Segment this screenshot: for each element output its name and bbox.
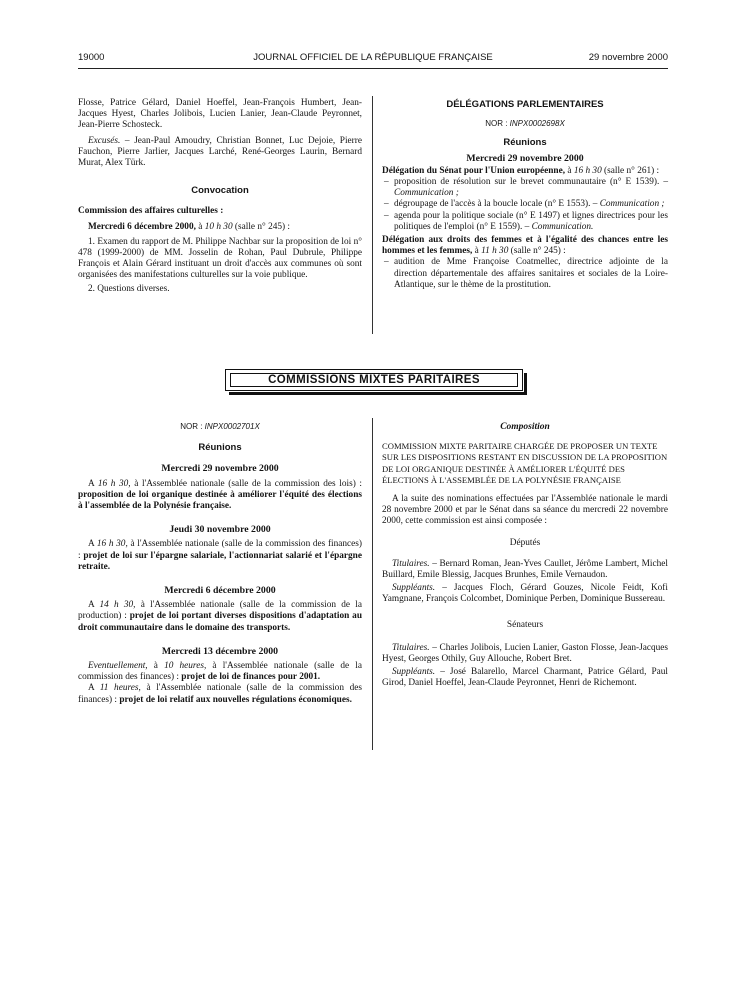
top-column-divider: [372, 96, 373, 334]
convocation-title: Convocation: [191, 185, 249, 197]
meeting-paragraph: A 14 h 30, à l'Assemblée nationale (salle de la commission de la production) : projet de loi portant diverses dispositions d'adaptation au droit communautaire dans le domaine des transports.: [78, 600, 362, 633]
nor-reference: NOR : INPX0002698X: [485, 119, 565, 129]
present-continuation: Flosse, Patrice Gélard, Daniel Hoeffel, Jean-François Humbert, Jean-Jacques Hyest, Charles Jolibois, Lucien Lanier, Jean-Claude Peyronnet, Jean-Pierre Schosteck.: [78, 98, 362, 131]
delegation-1: Délégation du Sénat pour l'Union européenne, à 16 h 30 (salle n° 261) :: [382, 165, 660, 176]
delegation-2-time: 11 h 30: [481, 246, 509, 257]
date-heading: Mercredi 29 novembre 2000: [466, 152, 584, 164]
meeting-date-heading: Mercredi 29 novembre 2000: [161, 463, 279, 475]
excuses-label: Excusés.: [88, 135, 121, 146]
top-right-column: [382, 99, 668, 291]
delegation-1-name: Délégation du Sénat pour l'Union européenne,: [382, 165, 566, 176]
excuses-text: – Jean-Paul Amoudry, Christian Bonnet, Luc Dejoie, Pierre Fauchon, Pierre Jarlier, Jacques Larché, René-Georges Laurin, Bernard Murat, Alex Türk.: [78, 135, 362, 169]
nor-reference: NOR : INPX0002701X: [180, 422, 260, 431]
senateurs-suppleants: Suppléants. – José Balarello, Marcel Charmant, Patrice Gélard, Paul Girod, Daniel Hoeffel, Jean-Claude Peyronnet, Henri de Richemont.: [382, 667, 668, 689]
excuses-paragraph: [78, 136, 362, 170]
section-banner: [225, 369, 523, 391]
delegation-1-items: [382, 177, 668, 233]
meeting-date: Mercredi 6 décembre 2000,: [88, 221, 196, 232]
list-item: – agenda pour la politique sociale (n° E 1497) et lignes directrices pour les politiques de l'emploi (n° E 1559). – Communication.: [382, 211, 668, 233]
journal-title: JOURNAL OFFICIEL DE LA RÉPUBLIQUE FRANÇAISE: [253, 52, 493, 63]
meeting-line: Mercredi 6 décembre 2000, à 10 h 30 (salle n° 245) :: [88, 221, 291, 232]
meeting-paragraph: Eventuellement, à 10 heures, à l'Assemblée nationale (salle de la commission des finances) : projet de loi de finances pour 2001.: [78, 661, 363, 683]
bottom-column-divider: [372, 418, 373, 750]
senateurs-title: Sénateurs: [506, 619, 544, 630]
delegation-2-name: Délégation aux droits des femmes et à l'égalité des chances entre les hommes et les femmes,: [382, 235, 668, 257]
list-item: – proposition de résolution sur le brevet communautaire (n° E 1539). – Communication ;: [382, 177, 668, 199]
delegations-title: DÉLÉGATIONS PARLEMENTAIRES: [446, 99, 604, 110]
deputes-suppleants: Suppléants. – Jacques Floch, Gérard Gouzes, Nicole Feidt, Kofi Yamgnane, François Colcombet, Dominique Perben, Dominique Bussereau.: [382, 583, 668, 605]
bottom-left-column: [78, 421, 362, 706]
meeting-paragraph: A 16 h 30, à l'Assemblée nationale (salle de la commission des finances) : projet de loi sur l'épargne salariale, l'actionnariat salarié et l'épargne retraite.: [78, 539, 363, 572]
meeting-date-heading: Mercredi 13 décembre 2000: [161, 645, 279, 657]
senateurs-titulaires: Titulaires. – Charles Jolibois, Lucien Lanier, Gaston Flosse, Jean-Jacques Hyest, Georges Othily, Guy Allouche, Robert Bret.: [382, 642, 668, 665]
publication-date: 29 novembre 2000: [588, 52, 668, 63]
deputes-title: Députés: [509, 537, 541, 548]
delegation-1-time: 16 h 30: [573, 165, 602, 176]
meeting-date-heading: Jeudi 30 novembre 2000: [169, 524, 271, 536]
agenda-item-2: 2. Questions diverses.: [88, 283, 170, 294]
top-left-column: [78, 98, 362, 295]
nor-code: INPX0002698X: [509, 119, 565, 129]
list-item: – audition de Mme Françoise Coatmellec, directrice adjointe de la direction départementale des affaires sanitaires et sociales de la Loire-Atlantique, sur le thème de la prostitution.: [382, 257, 668, 291]
meeting-time: 10 h 30: [204, 221, 233, 232]
reunions-title: Réunions: [503, 137, 547, 149]
delegation-2-items: [382, 257, 668, 291]
banner-title: COMMISSIONS MIXTES PARITAIRES: [230, 373, 518, 387]
reunions-title: Réunions: [198, 442, 242, 454]
page-header: [78, 52, 668, 66]
delegation-2: Délégation aux droits des femmes et à l'égalité des chances entre les hommes et les femmes, à 11 h 30 (salle n° 245) :: [382, 235, 668, 257]
cmp-intro: A la suite des nominations effectuées par l'Assemblée nationale le mardi 28 novembre 2000 et par le Sénat dans sa séance du mercredi 22 novembre 2000, cette commission est ainsi composée :: [382, 494, 668, 527]
bottom-right-column: [382, 422, 668, 690]
header-rule: [78, 68, 668, 69]
list-item: – dégroupage de l'accès à la boucle locale (n° E 1553). – Communication ;: [382, 199, 668, 210]
page-number: 19000: [78, 52, 105, 63]
cmp-heading: COMMISSION MIXTE PARITAIRE CHARGÉE DE PROPOSER UN TEXTE SUR LES DISPOSITIONS RESTANT EN DISCUSSION DE LA PROPOSITION DE LOI ORGANIQUE DESTINÉE À AMÉLIORER L'ÉQUITÉ DES ÉLECTIONS À L'ASSEMBLÉE DE LA POLYNÉSIE FRANÇAISE: [382, 441, 668, 485]
nor-code: INPX0002701X: [204, 422, 260, 431]
composition-title: Composition: [500, 422, 550, 432]
meeting-date-heading: Mercredi 6 décembre 2000: [164, 585, 276, 597]
meeting-paragraph: A 16 h 30, à l'Assemblée nationale (salle de la commission des lois) : proposition de loi organique destinée à améliorer l'équité des élections à l'assemblée de la Polynésie française.: [78, 478, 362, 512]
deputes-titulaires: Titulaires. – Bernard Roman, Jean-Yves Caullet, Jérôme Lambert, Michel Buillard, Emile Blessig, Jacques Brunhes, Emile Vernaudon.: [382, 558, 668, 581]
agenda-item-1: 1. Examen du rapport de M. Philippe Nachbar sur la proposition de loi n° 478 (1999-2000) de MM. Josselin de Rohan, Paul Dubrule, Philippe François et Alain Gérard instituant un droit d'accès aux communes où sont organisées des manifestations culturelles sur la voie publique.: [78, 236, 362, 281]
commission-name: Commission des affaires culturelles :: [78, 206, 224, 217]
meeting-paragraph: A 11 heures, à l'Assemblée nationale (salle de la commission des finances) : projet de loi relatif aux nouvelles régulations économiques.: [78, 683, 362, 705]
